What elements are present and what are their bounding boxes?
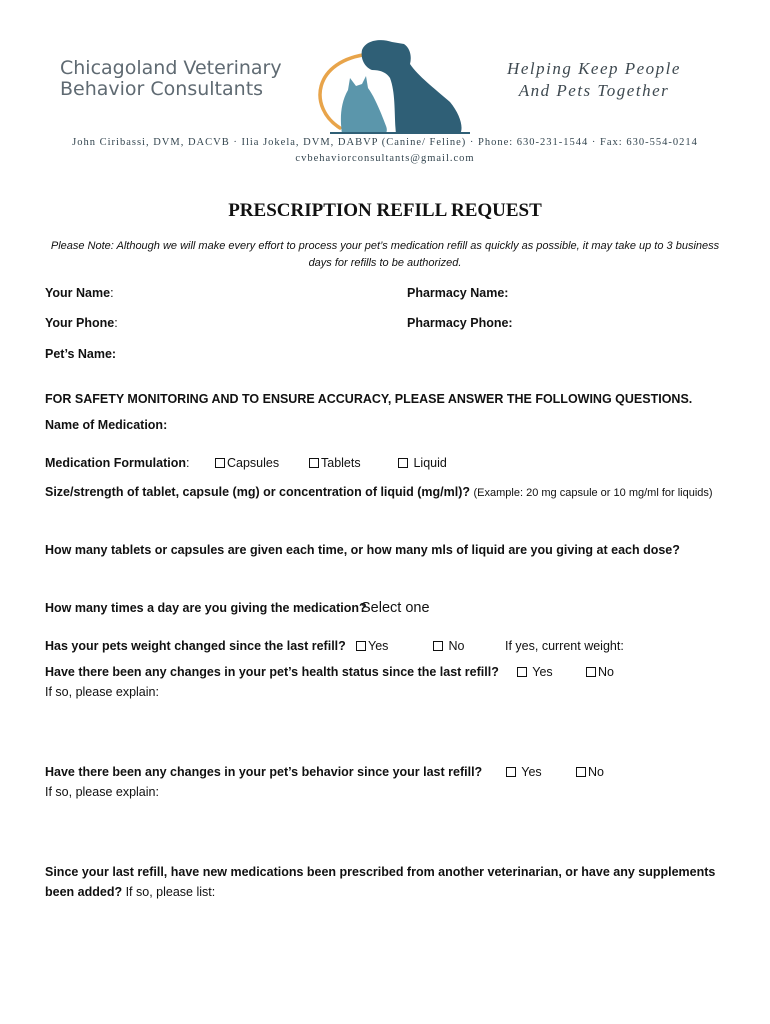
your-name-label: Your Name: [45, 286, 111, 300]
pharmacy-name-field[interactable]: Pharmacy Name:: [407, 286, 509, 300]
your-phone-field[interactable]: Your Phone:: [45, 316, 118, 330]
checkbox-icon: [506, 767, 516, 777]
tagline-line2: And Pets Together: [518, 81, 670, 100]
safety-heading: FOR SAFETY MONITORING AND TO ENSURE ACCURACY, PLEASE ANSWER THE FOLLOWING QUESTIONS.: [45, 392, 693, 406]
org-name: [60, 58, 300, 100]
weight-question: Has your pets weight changed since the last refill?: [45, 639, 346, 653]
health-yes-checkbox[interactable]: Yes: [517, 665, 553, 679]
contact-email: cvbehaviorconsultants@gmail.com: [295, 153, 475, 164]
new-meds-field[interactable]: [45, 885, 215, 899]
weight-no-checkbox[interactable]: No: [433, 639, 464, 653]
logo-cat: [341, 76, 387, 134]
new-meds-question-line2: been added?: [45, 885, 123, 899]
new-meds-list: If so, please list:: [125, 885, 216, 899]
size-example: (Example: 20 mg capsule or 10 mg/ml for liquids): [473, 487, 713, 499]
checkbox-icon: [309, 458, 319, 468]
org-name-line1: Chicagoland Veterinary: [60, 57, 282, 79]
tagline-line1: Helping Keep People: [507, 59, 681, 78]
size-question: Size/strength of tablet, capsule (mg) or concentration of liquid (mg/ml)?: [45, 485, 471, 499]
new-meds-question-line1: Since your last refill, have new medications been prescribed from another veterinarian, or have any supplements: [45, 865, 716, 879]
dose-question[interactable]: How many tablets or capsules are given each time, or how many mls of liquid are you giving at each dose?: [45, 543, 680, 557]
checkbox-icon: [433, 641, 443, 651]
behavior-explain[interactable]: If so, please explain:: [45, 785, 159, 799]
frequency-select[interactable]: Select one: [361, 600, 430, 616]
pharmacy-phone-field[interactable]: Pharmacy Phone:: [407, 316, 513, 330]
form-note: Please Note: Although we will make every effort to process your pet’s medication refill as quickly as possible, it may take up to 3 business days for refills to be authorized.: [50, 240, 720, 269]
your-name-field[interactable]: Your Name:: [45, 286, 114, 300]
health-question: Have there been any changes in your pet’s health status since the last refill?: [45, 665, 499, 679]
checkbox-icon: [398, 458, 408, 468]
form-title: PRESCRIPTION REFILL REQUEST: [228, 200, 542, 221]
formulation-label: Medication Formulation:: [45, 456, 190, 470]
frequency-field: [45, 601, 367, 615]
behavior-no-checkbox[interactable]: No: [576, 765, 604, 779]
behavior-yes-checkbox[interactable]: Yes: [506, 765, 542, 779]
tablets-checkbox[interactable]: Tablets: [309, 456, 361, 470]
contact-info: John Ciribassi, DVM, DACVB · Ilia Jokela, DVM, DABVP (Canine/ Feline) · Phone: 630-231-1544 · Fax: 630-554-0214: [72, 137, 698, 148]
checkbox-icon: [215, 458, 225, 468]
checkbox-icon: [356, 641, 366, 651]
weight-yes-checkbox[interactable]: Yes: [356, 639, 388, 653]
org-name-line2: Behavior Consultants: [60, 78, 264, 100]
liquid-checkbox[interactable]: Liquid: [398, 456, 447, 470]
medication-name-field[interactable]: Name of Medication:: [45, 418, 168, 432]
checkbox-icon: [576, 767, 586, 777]
behavior-question: Have there been any changes in your pet’s behavior since your last refill?: [45, 765, 483, 779]
your-phone-label: Your Phone: [45, 316, 115, 330]
frequency-question: How many times a day are you giving the medication?: [45, 601, 367, 615]
tagline: [480, 58, 708, 102]
health-no-checkbox[interactable]: No: [586, 665, 614, 679]
current-weight-field[interactable]: If yes, current weight:: [505, 639, 624, 653]
capsules-checkbox[interactable]: Capsules: [215, 456, 279, 470]
size-strength-field[interactable]: [45, 485, 713, 499]
health-explain[interactable]: If so, please explain:: [45, 685, 159, 699]
pets-name-field[interactable]: Pet’s Name:: [45, 347, 117, 361]
checkbox-icon: [517, 667, 527, 677]
checkbox-icon: [586, 667, 596, 677]
dog-cat-logo: [300, 30, 480, 134]
